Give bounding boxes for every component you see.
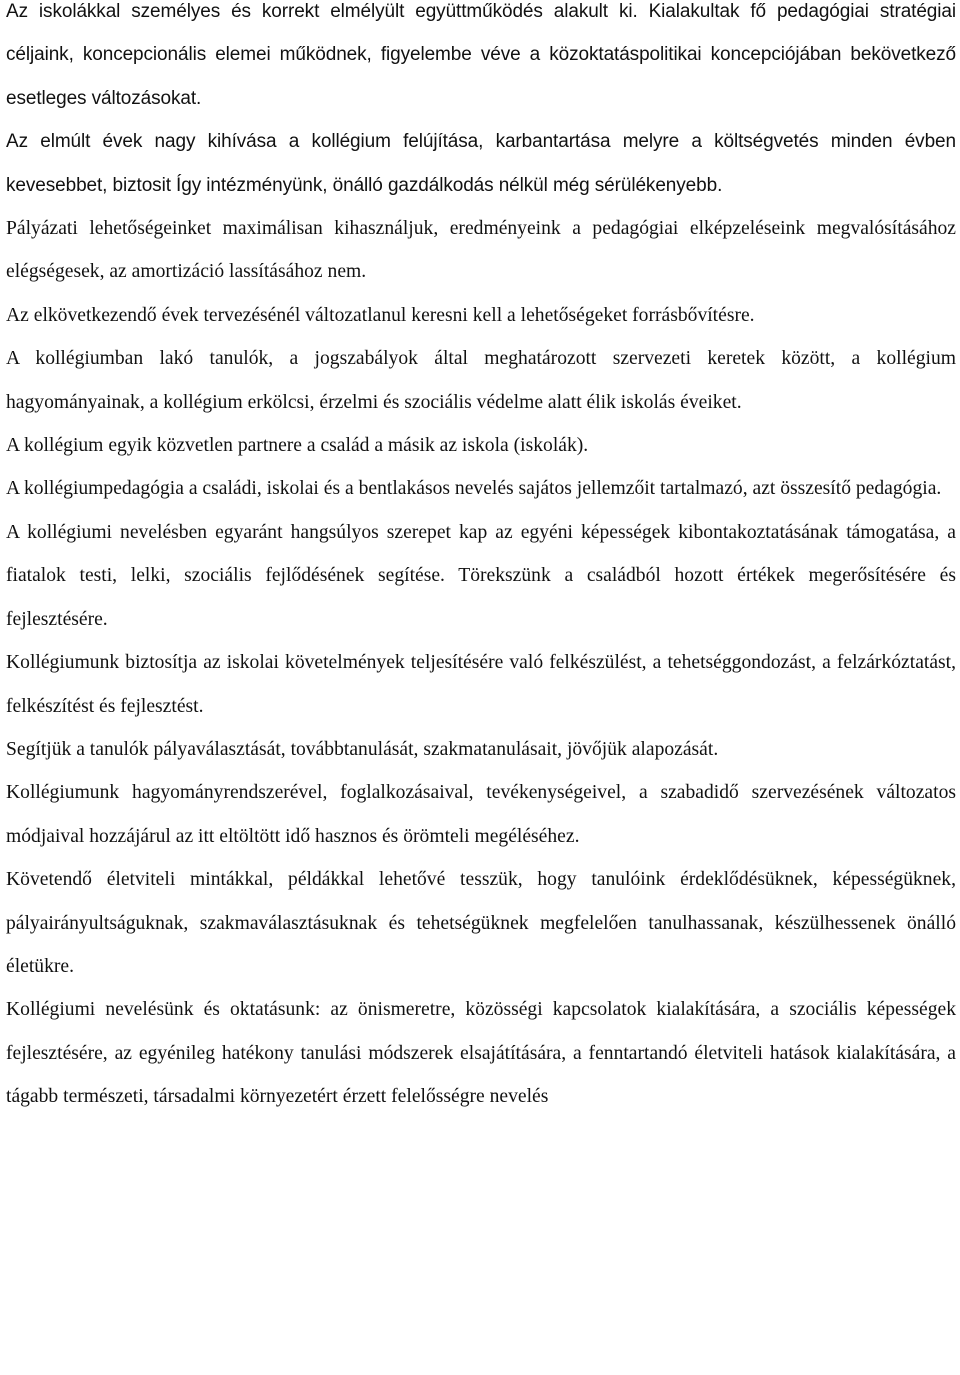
paragraph-2: Az elmúlt évek nagy kihívása a kollégium felújítása, karbantartása melyre a költségvetés minden évben kevesebbet, biztosit Így intézményünk, önálló gazdálkodás nélkül még sérülékenyebb. xyxy=(6,131,956,196)
paragraph-13: Kollégiumi nevelésünk és oktatásunk: az önismeretre, közösségi kapcsolatok kialakítására, a szociális képességek fejlesztésére, az egyénileg hatékony tanulási módszerek elsajátítására, a fenntartandó életviteli hatások kialakítására, a tágabb természeti, társadalmi környezetért érzett felelősségre nevelés xyxy=(6,999,956,1108)
paragraph-1: Az iskolákkal személyes és korrekt elmélyült együttműködés alakult ki. Kialakultak fő pedagógiai stratégiai céljaink, koncepcionális elemei működnek, figyelembe véve a közoktatáspolitikai koncepciójában bekövetkező esetleges változásokat. xyxy=(6,1,956,109)
paragraph-3: Pályázati lehetőségeinket maximálisan kihasználjuk, eredményeink a pedagógiai elképzeléseink megvalósításához elégségesek, az amortizáció lassításához nem. xyxy=(6,218,956,283)
paragraph-9: Kollégiumunk biztosítja az iskolai követelmények teljesítésére való felkészülést, a tehetséggondozást, a felzárkóztatást, felkészítést és fejlesztést. xyxy=(6,652,956,717)
paragraph-12: Követendő életviteli mintákkal, példákkal lehetővé tesszük, hogy tanulóink érdeklődésüknek, képességüknek, pályairányultságuknak, szakmaválasztásuknak és tehetségüknek megfelelően tanulhassanak, készülhessenek önálló életükre. xyxy=(6,869,956,977)
paragraph-7: A kollégiumpedagógia a családi, iskolai és a bentlakásos nevelés sajátos jellemzőit tartalmazó, azt összesítő pedagógia. xyxy=(6,478,942,500)
paragraph-6: A kollégium egyik közvetlen partnere a család a másik az iskola (iskolák). xyxy=(6,435,589,457)
paragraph-10: Segítjük a tanulók pályaválasztását, továbbtanulását, szakmatanulásait, jövőjük alapozását. xyxy=(6,738,719,760)
paragraph-11: Kollégiumunk hagyományrendszerével, foglalkozásaival, tevékenységeivel, a szabadidő szervezésének változatos módjaival hozzájárul az itt eltöltött idő hasznos és örömteli megéléséhez. xyxy=(6,782,956,847)
paragraph-4: Az elkövetkezendő évek tervezésénél változatlanul keresni kell a lehetőségeket forrásbővítésre. xyxy=(6,304,755,326)
paragraph-5: A kollégiumban lakó tanulók, a jogszabályok által meghatározott szervezeti keretek között, a kollégium hagyományainak, a kollégium erkölcsi, érzelmi és szociális védelme alatt élik iskolás éveiket. xyxy=(6,348,956,413)
paragraph-8: A kollégiumi nevelésben egyaránt hangsúlyos szerepet kap az egyéni képességek kibontakoztatásának támogatása, a fiatalok testi, lelki, szociális fejlődésének segítése. Törekszünk a családból hozott értékek megerősítésére és fejlesztésére. xyxy=(6,521,956,630)
